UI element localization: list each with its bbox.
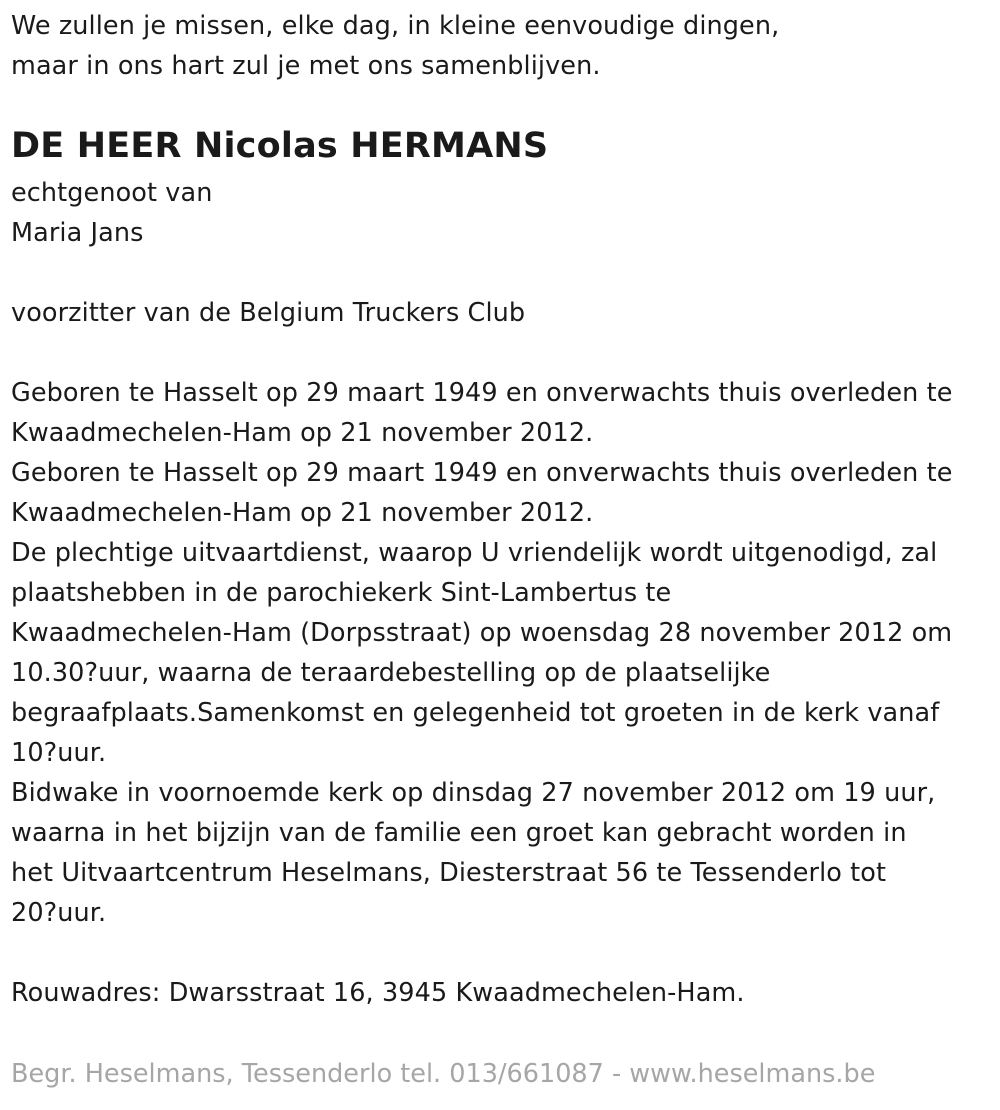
body-line: Geboren te Hasselt op 29 maart 1949 en onverwachts thuis overleden te bbox=[11, 458, 953, 488]
body-line: 20?uur. bbox=[11, 898, 107, 928]
body-line: 10.30?uur, waarna de teraardebestelling op de plaatselijke bbox=[11, 658, 771, 688]
body-line: Kwaadmechelen-Ham op 21 november 2012. bbox=[11, 498, 594, 528]
body-line: waarna in het bijzijn van de familie een groet kan gebracht worden in bbox=[11, 818, 907, 848]
intro-line: We zullen je missen, elke dag, in kleine eenvoudige dingen, bbox=[11, 11, 780, 41]
role-text: voorzitter van de Belgium Truckers Club bbox=[11, 298, 526, 328]
deceased-name: DE HEER Nicolas HERMANS bbox=[11, 126, 549, 166]
body-line: het Uitvaartcentrum Heselmans, Diesterstraat 56 te Tessenderlo tot bbox=[11, 858, 887, 888]
body-line: 10?uur. bbox=[11, 738, 107, 768]
intro-line: maar in ons hart zul je met ons samenblijven. bbox=[11, 51, 601, 81]
body-line: De plechtige uitvaartdienst, waarop U vriendelijk wordt uitgenodigd, zal bbox=[11, 538, 938, 568]
mourning-address: Rouwadres: Dwarsstraat 16, 3945 Kwaadmechelen-Ham. bbox=[11, 978, 745, 1008]
body-line: Kwaadmechelen-Ham (Dorpsstraat) op woensdag 28 november 2012 om bbox=[11, 618, 953, 648]
body-line: begraafplaats.Samenkomst en gelegenheid tot groeten in de kerk vanaf bbox=[11, 698, 940, 728]
body-line: Bidwake in voornoemde kerk op dinsdag 27 november 2012 om 19 uur, bbox=[11, 778, 936, 808]
body-line: Kwaadmechelen-Ham op 21 november 2012. bbox=[11, 418, 594, 448]
body-line: plaatshebben in de parochiekerk Sint-Lambertus te bbox=[11, 578, 672, 608]
spouse-name: Maria Jans bbox=[11, 218, 144, 248]
spouse-block bbox=[11, 173, 213, 253]
body-text bbox=[11, 373, 952, 933]
relation-label: echtgenoot van bbox=[11, 178, 213, 208]
funeral-home-footer: Begr. Heselmans, Tessenderlo tel. 013/661087 - www.heselmans.be bbox=[11, 1059, 876, 1089]
intro-quote bbox=[11, 6, 779, 86]
body-line: Geboren te Hasselt op 29 maart 1949 en onverwachts thuis overleden te bbox=[11, 378, 953, 408]
